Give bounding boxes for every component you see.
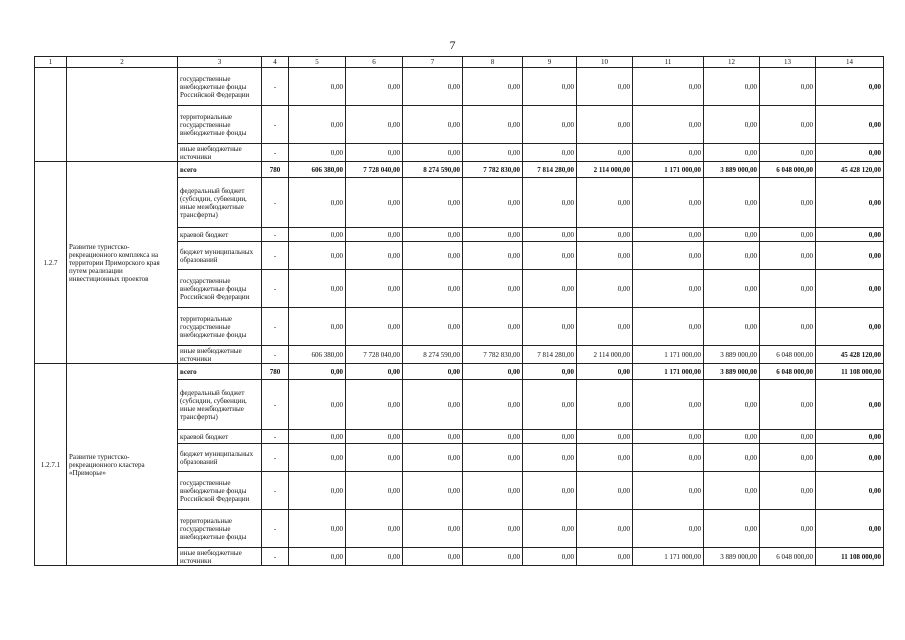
amount-cell: 0,00 bbox=[403, 68, 463, 106]
amount-cell: 0,00 bbox=[816, 68, 884, 106]
amount-cell: 0,00 bbox=[346, 444, 403, 472]
amount-cell: 0,00 bbox=[523, 444, 577, 472]
amount-cell: 606 380,00 bbox=[289, 162, 346, 178]
amount-cell: 0,00 bbox=[760, 430, 816, 444]
amount-cell: 0,00 bbox=[523, 144, 577, 162]
amount-cell: 0,00 bbox=[523, 510, 577, 548]
row-code: 1.2.7.1 bbox=[35, 364, 67, 566]
amount-cell: 0,00 bbox=[577, 308, 633, 346]
amount-cell: 0,00 bbox=[633, 270, 704, 308]
amount-cell: 0,00 bbox=[704, 510, 760, 548]
funding-source: территориальные государственные внебюджетные фонды bbox=[178, 308, 262, 346]
header-cell: 9 bbox=[523, 57, 577, 68]
amount-cell: 0,00 bbox=[463, 228, 523, 242]
funding-source: краевой бюджет bbox=[178, 430, 262, 444]
amount-cell: 1 171 000,00 bbox=[633, 162, 704, 178]
amount-cell: 0,00 bbox=[523, 380, 577, 430]
amount-cell: 0,00 bbox=[577, 444, 633, 472]
amount-cell: 0,00 bbox=[633, 242, 704, 270]
amount-cell: 45 428 120,00 bbox=[816, 162, 884, 178]
header-cell: 5 bbox=[289, 57, 346, 68]
header-cell: 10 bbox=[577, 57, 633, 68]
amount-cell: 0,00 bbox=[816, 510, 884, 548]
amount-cell: 0,00 bbox=[346, 308, 403, 346]
amount-cell: 0,00 bbox=[523, 178, 577, 228]
amount-cell: 0,00 bbox=[577, 228, 633, 242]
column-4-value: - bbox=[262, 242, 289, 270]
amount-cell: 0,00 bbox=[577, 242, 633, 270]
row-code: 1.2.7 bbox=[35, 162, 67, 364]
amount-cell: 2 114 000,00 bbox=[577, 162, 633, 178]
amount-cell: 0,00 bbox=[346, 106, 403, 144]
funding-source: территориальные государственные внебюджетные фонды bbox=[178, 106, 262, 144]
amount-cell: 7 782 830,00 bbox=[463, 346, 523, 364]
amount-cell: 0,00 bbox=[346, 178, 403, 228]
amount-cell: 0,00 bbox=[523, 270, 577, 308]
amount-cell: 0,00 bbox=[760, 242, 816, 270]
amount-cell: 0,00 bbox=[463, 472, 523, 510]
funding-source: иные внебюджетные источники bbox=[178, 346, 262, 364]
amount-cell: 0,00 bbox=[704, 242, 760, 270]
amount-cell: 0,00 bbox=[704, 308, 760, 346]
amount-cell: 0,00 bbox=[633, 444, 704, 472]
amount-cell: 0,00 bbox=[463, 380, 523, 430]
amount-cell: 0,00 bbox=[577, 144, 633, 162]
amount-cell: 0,00 bbox=[577, 548, 633, 566]
amount-cell: 0,00 bbox=[403, 430, 463, 444]
amount-cell: 0,00 bbox=[403, 364, 463, 380]
amount-cell: 8 274 590,00 bbox=[403, 162, 463, 178]
amount-cell: 0,00 bbox=[289, 242, 346, 270]
amount-cell: 0,00 bbox=[463, 510, 523, 548]
amount-cell: 3 889 000,00 bbox=[704, 548, 760, 566]
amount-cell: 0,00 bbox=[760, 444, 816, 472]
amount-cell: 0,00 bbox=[403, 144, 463, 162]
column-4-value: - bbox=[262, 270, 289, 308]
amount-cell: 0,00 bbox=[346, 472, 403, 510]
amount-cell: 0,00 bbox=[289, 106, 346, 144]
header-cell: 11 bbox=[633, 57, 704, 68]
amount-cell: 0,00 bbox=[403, 444, 463, 472]
table-row bbox=[35, 68, 884, 106]
header-cell: 1 bbox=[35, 57, 67, 68]
row-name bbox=[67, 68, 178, 162]
amount-cell: 0,00 bbox=[523, 472, 577, 510]
amount-cell: 0,00 bbox=[577, 472, 633, 510]
column-4-value: - bbox=[262, 228, 289, 242]
amount-cell: 45 428 120,00 bbox=[816, 346, 884, 364]
amount-cell: 0,00 bbox=[463, 364, 523, 380]
funding-source: иные внебюджетные источники bbox=[178, 548, 262, 566]
amount-cell: 7 814 280,00 bbox=[523, 162, 577, 178]
column-4-value: - bbox=[262, 380, 289, 430]
amount-cell: 0,00 bbox=[523, 68, 577, 106]
amount-cell: 0,00 bbox=[289, 548, 346, 566]
amount-cell: 0,00 bbox=[523, 228, 577, 242]
amount-cell: 0,00 bbox=[289, 444, 346, 472]
amount-cell: 2 114 000,00 bbox=[577, 346, 633, 364]
funding-source: всего bbox=[178, 364, 262, 380]
amount-cell: 0,00 bbox=[577, 106, 633, 144]
amount-cell: 0,00 bbox=[577, 510, 633, 548]
amount-cell: 7 728 040,00 bbox=[346, 346, 403, 364]
amount-cell: 0,00 bbox=[704, 68, 760, 106]
amount-cell: 11 108 000,00 bbox=[816, 364, 884, 380]
amount-cell: 0,00 bbox=[346, 430, 403, 444]
amount-cell: 0,00 bbox=[704, 228, 760, 242]
amount-cell: 0,00 bbox=[760, 68, 816, 106]
amount-cell: 0,00 bbox=[346, 242, 403, 270]
amount-cell: 0,00 bbox=[704, 430, 760, 444]
amount-cell: 0,00 bbox=[346, 68, 403, 106]
column-4-value: 780 bbox=[262, 162, 289, 178]
amount-cell: 0,00 bbox=[816, 242, 884, 270]
amount-cell: 0,00 bbox=[463, 308, 523, 346]
amount-cell: 0,00 bbox=[403, 270, 463, 308]
row-name: Развитие туристско-рекреационного комплекса на территории Приморского края путем реализации инвестиционных проектов bbox=[67, 162, 178, 364]
amount-cell: 0,00 bbox=[816, 144, 884, 162]
header-cell: 8 bbox=[463, 57, 523, 68]
header-cell: 12 bbox=[704, 57, 760, 68]
amount-cell: 0,00 bbox=[633, 106, 704, 144]
amount-cell: 0,00 bbox=[704, 380, 760, 430]
table-row bbox=[35, 162, 884, 178]
amount-cell: 0,00 bbox=[633, 510, 704, 548]
amount-cell: 0,00 bbox=[633, 308, 704, 346]
amount-cell: 0,00 bbox=[577, 430, 633, 444]
amount-cell: 0,00 bbox=[346, 228, 403, 242]
amount-cell: 0,00 bbox=[346, 270, 403, 308]
amount-cell: 1 171 000,00 bbox=[633, 548, 704, 566]
amount-cell: 7 814 280,00 bbox=[523, 346, 577, 364]
amount-cell: 0,00 bbox=[523, 106, 577, 144]
amount-cell: 606 380,00 bbox=[289, 346, 346, 364]
amount-cell: 0,00 bbox=[760, 144, 816, 162]
amount-cell: 0,00 bbox=[633, 144, 704, 162]
amount-cell: 0,00 bbox=[633, 68, 704, 106]
amount-cell: 0,00 bbox=[403, 510, 463, 548]
amount-cell: 0,00 bbox=[289, 144, 346, 162]
funding-source: иные внебюджетные источники bbox=[178, 144, 262, 162]
amount-cell: 0,00 bbox=[289, 68, 346, 106]
column-4-value: 780 bbox=[262, 364, 289, 380]
column-4-value: - bbox=[262, 510, 289, 548]
amount-cell: 0,00 bbox=[633, 430, 704, 444]
amount-cell: 0,00 bbox=[577, 380, 633, 430]
amount-cell: 3 889 000,00 bbox=[704, 162, 760, 178]
amount-cell: 0,00 bbox=[403, 380, 463, 430]
amount-cell: 0,00 bbox=[523, 308, 577, 346]
column-4-value: - bbox=[262, 444, 289, 472]
amount-cell: 0,00 bbox=[463, 270, 523, 308]
amount-cell: 0,00 bbox=[463, 178, 523, 228]
amount-cell: 0,00 bbox=[704, 106, 760, 144]
amount-cell: 0,00 bbox=[463, 106, 523, 144]
amount-cell: 0,00 bbox=[463, 68, 523, 106]
header-cell: 3 bbox=[178, 57, 262, 68]
amount-cell: 0,00 bbox=[760, 106, 816, 144]
budget-table bbox=[34, 56, 884, 566]
amount-cell: 0,00 bbox=[463, 430, 523, 444]
funding-source: государственные внебюджетные фонды Российской Федерации bbox=[178, 68, 262, 106]
amount-cell: 0,00 bbox=[289, 364, 346, 380]
funding-source: краевой бюджет bbox=[178, 228, 262, 242]
amount-cell: 6 048 000,00 bbox=[760, 364, 816, 380]
amount-cell: 0,00 bbox=[760, 308, 816, 346]
amount-cell: 0,00 bbox=[760, 380, 816, 430]
amount-cell: 6 048 000,00 bbox=[760, 548, 816, 566]
amount-cell: 0,00 bbox=[346, 364, 403, 380]
column-4-value: - bbox=[262, 178, 289, 228]
amount-cell: 0,00 bbox=[463, 444, 523, 472]
amount-cell: 7 728 040,00 bbox=[346, 162, 403, 178]
amount-cell: 8 274 590,00 bbox=[403, 346, 463, 364]
amount-cell: 0,00 bbox=[633, 472, 704, 510]
funding-source: бюджет муниципальных образований bbox=[178, 444, 262, 472]
amount-cell: 0,00 bbox=[346, 144, 403, 162]
amount-cell: 0,00 bbox=[403, 242, 463, 270]
amount-cell: 0,00 bbox=[704, 444, 760, 472]
amount-cell: 0,00 bbox=[403, 548, 463, 566]
amount-cell: 1 171 000,00 bbox=[633, 364, 704, 380]
funding-source: всего bbox=[178, 162, 262, 178]
amount-cell: 0,00 bbox=[760, 472, 816, 510]
page-number: 7 bbox=[449, 38, 456, 52]
column-4-value: - bbox=[262, 144, 289, 162]
amount-cell: 6 048 000,00 bbox=[760, 346, 816, 364]
amount-cell: 0,00 bbox=[289, 228, 346, 242]
amount-cell: 0,00 bbox=[289, 380, 346, 430]
column-4-value: - bbox=[262, 68, 289, 106]
amount-cell: 0,00 bbox=[289, 178, 346, 228]
amount-cell: 0,00 bbox=[289, 510, 346, 548]
table-row bbox=[35, 364, 884, 380]
header-cell: 4 bbox=[262, 57, 289, 68]
amount-cell: 0,00 bbox=[403, 472, 463, 510]
column-4-value: - bbox=[262, 472, 289, 510]
amount-cell: 0,00 bbox=[816, 178, 884, 228]
amount-cell: 0,00 bbox=[463, 242, 523, 270]
header-cell: 13 bbox=[760, 57, 816, 68]
amount-cell: 0,00 bbox=[760, 228, 816, 242]
amount-cell: 11 108 000,00 bbox=[816, 548, 884, 566]
row-name: Развитие туристско-рекреационного кластера «Приморье» bbox=[67, 364, 178, 566]
column-4-value: - bbox=[262, 548, 289, 566]
column-4-value: - bbox=[262, 346, 289, 364]
amount-cell: 7 782 830,00 bbox=[463, 162, 523, 178]
amount-cell: 0,00 bbox=[704, 472, 760, 510]
amount-cell: 0,00 bbox=[346, 548, 403, 566]
amount-cell: 0,00 bbox=[760, 270, 816, 308]
amount-cell: 0,00 bbox=[289, 430, 346, 444]
amount-cell: 0,00 bbox=[633, 380, 704, 430]
funding-source: территориальные государственные внебюджетные фонды bbox=[178, 510, 262, 548]
header-cell: 7 bbox=[403, 57, 463, 68]
amount-cell: 0,00 bbox=[816, 308, 884, 346]
amount-cell: 0,00 bbox=[704, 144, 760, 162]
column-4-value: - bbox=[262, 430, 289, 444]
funding-source: государственные внебюджетные фонды Российской Федерации bbox=[178, 270, 262, 308]
row-code bbox=[35, 68, 67, 162]
amount-cell: 0,00 bbox=[633, 178, 704, 228]
amount-cell: 0,00 bbox=[523, 430, 577, 444]
amount-cell: 0,00 bbox=[816, 228, 884, 242]
amount-cell: 0,00 bbox=[704, 178, 760, 228]
amount-cell: 3 889 000,00 bbox=[704, 346, 760, 364]
amount-cell: 0,00 bbox=[523, 242, 577, 270]
amount-cell: 0,00 bbox=[346, 510, 403, 548]
amount-cell: 0,00 bbox=[816, 270, 884, 308]
amount-cell: 0,00 bbox=[816, 106, 884, 144]
funding-source: федеральный бюджет (субсидии, субвенции, иные межбюджетные трансферты) bbox=[178, 178, 262, 228]
amount-cell: 0,00 bbox=[463, 144, 523, 162]
amount-cell: 0,00 bbox=[346, 380, 403, 430]
amount-cell: 0,00 bbox=[289, 472, 346, 510]
amount-cell: 6 048 000,00 bbox=[760, 162, 816, 178]
amount-cell: 0,00 bbox=[760, 510, 816, 548]
amount-cell: 0,00 bbox=[289, 308, 346, 346]
header-row bbox=[35, 57, 884, 68]
amount-cell: 0,00 bbox=[816, 430, 884, 444]
amount-cell: 0,00 bbox=[577, 364, 633, 380]
amount-cell: 0,00 bbox=[523, 548, 577, 566]
amount-cell: 0,00 bbox=[403, 178, 463, 228]
amount-cell: 0,00 bbox=[760, 178, 816, 228]
funding-source: государственные внебюджетные фонды Российской Федерации bbox=[178, 472, 262, 510]
amount-cell: 3 889 000,00 bbox=[704, 364, 760, 380]
amount-cell: 0,00 bbox=[403, 228, 463, 242]
header-cell: 14 bbox=[816, 57, 884, 68]
header-cell: 2 bbox=[67, 57, 178, 68]
amount-cell: 0,00 bbox=[577, 270, 633, 308]
amount-cell: 0,00 bbox=[463, 548, 523, 566]
funding-source: бюджет муниципальных образований bbox=[178, 242, 262, 270]
amount-cell: 0,00 bbox=[704, 270, 760, 308]
amount-cell: 0,00 bbox=[403, 106, 463, 144]
header-cell: 6 bbox=[346, 57, 403, 68]
amount-cell: 0,00 bbox=[577, 178, 633, 228]
column-4-value: - bbox=[262, 308, 289, 346]
amount-cell: 0,00 bbox=[577, 68, 633, 106]
funding-source: федеральный бюджет (субсидии, субвенции, иные межбюджетные трансферты) bbox=[178, 380, 262, 430]
amount-cell: 0,00 bbox=[403, 308, 463, 346]
amount-cell: 0,00 bbox=[816, 380, 884, 430]
amount-cell: 1 171 000,00 bbox=[633, 346, 704, 364]
column-4-value: - bbox=[262, 106, 289, 144]
amount-cell: 0,00 bbox=[523, 364, 577, 380]
amount-cell: 0,00 bbox=[816, 444, 884, 472]
amount-cell: 0,00 bbox=[816, 472, 884, 510]
amount-cell: 0,00 bbox=[289, 270, 346, 308]
amount-cell: 0,00 bbox=[633, 228, 704, 242]
